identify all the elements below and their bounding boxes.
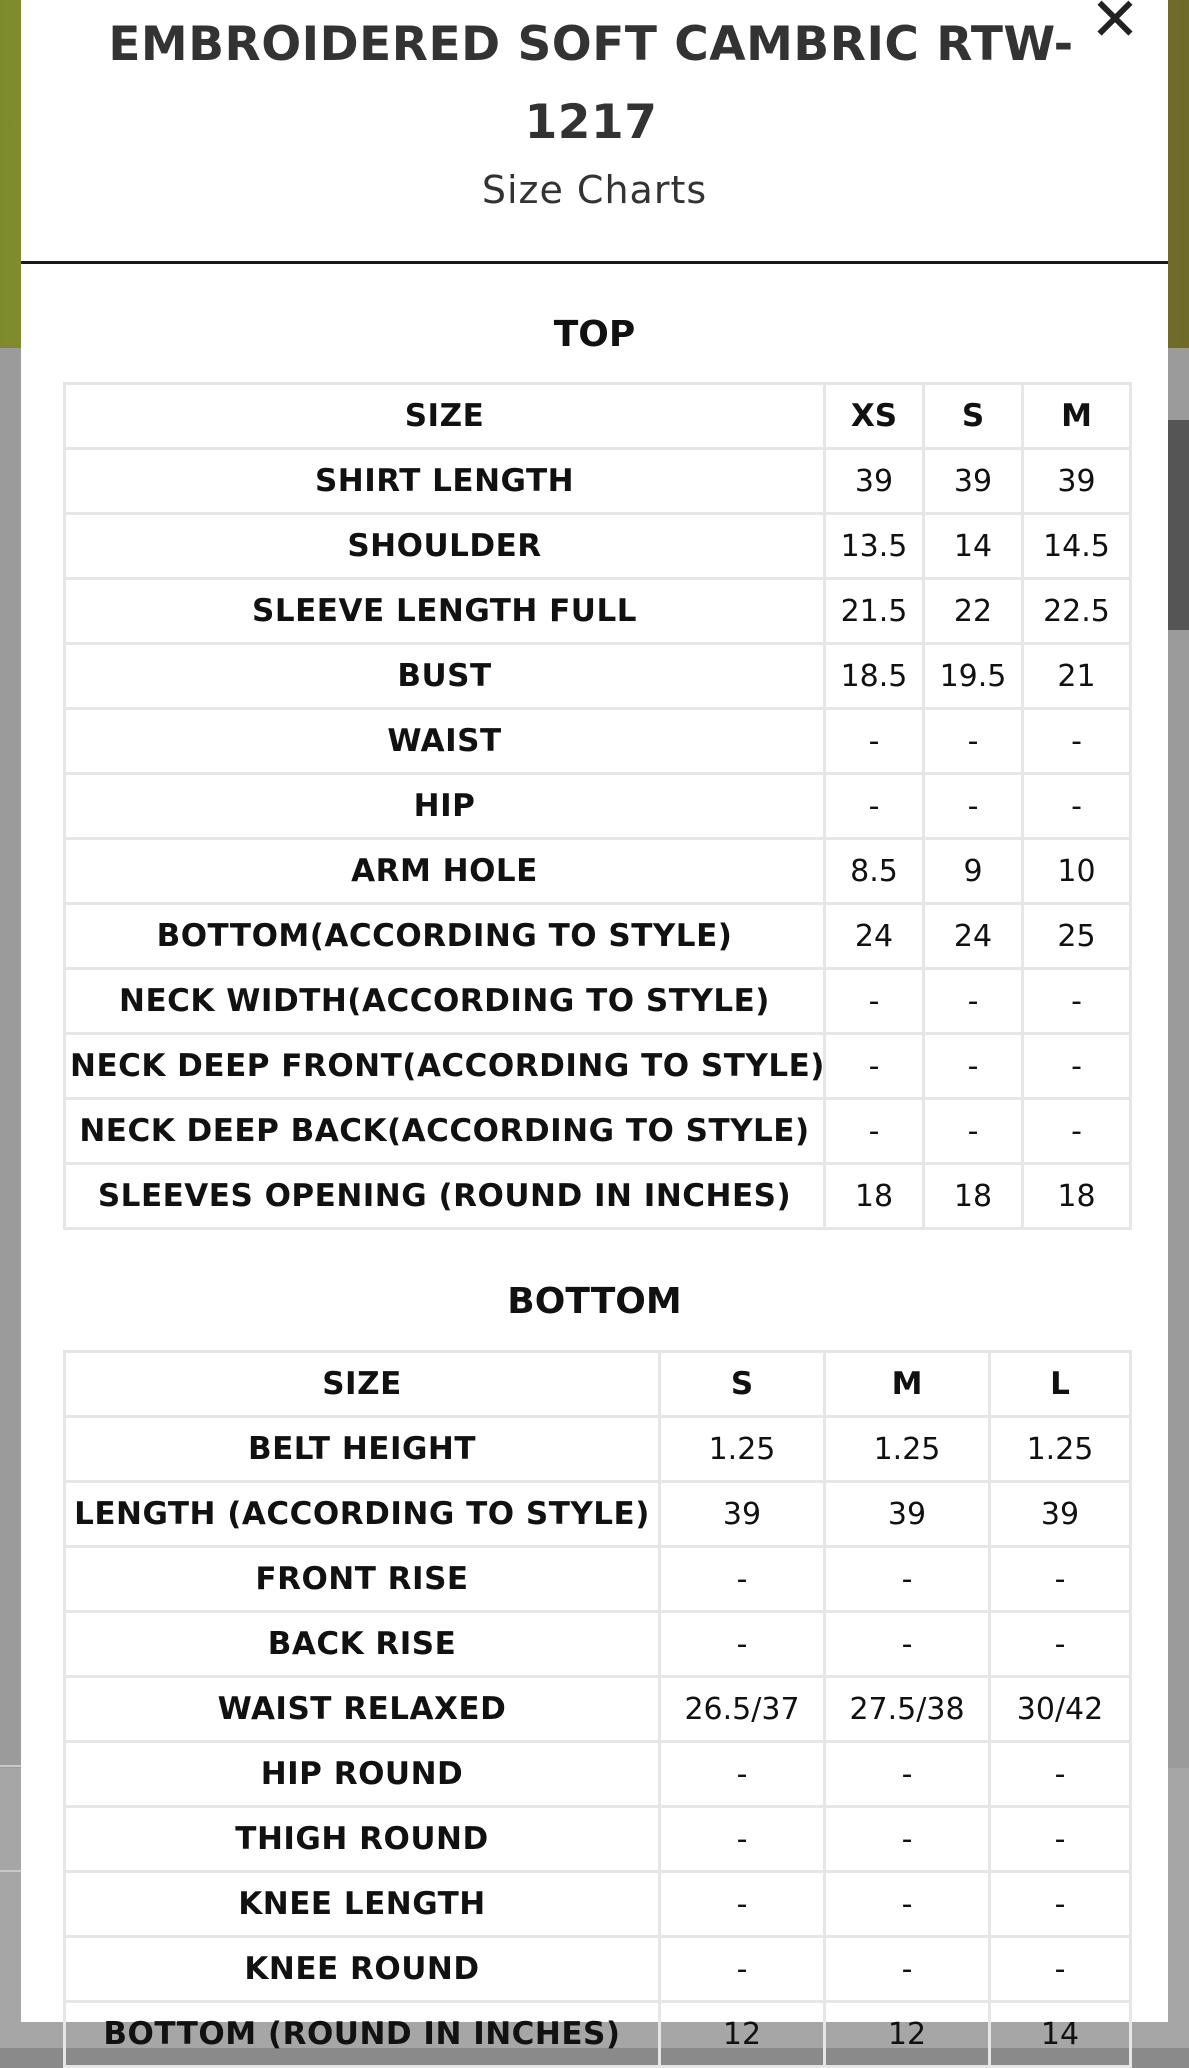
table-row — [65, 2002, 1131, 2067]
background-divider — [0, 1765, 22, 1767]
size-header-cell: XS — [825, 384, 924, 449]
measurement-value: - — [660, 1807, 825, 1872]
measurement-value: - — [990, 1807, 1131, 1872]
measurement-value: 30/42 — [990, 1677, 1131, 1742]
measurement-label: SLEEVE LENGTH FULL — [65, 579, 825, 644]
measurement-label: HIP — [65, 774, 825, 839]
measurement-label: WAIST RELAXED — [65, 1677, 660, 1742]
table-row — [65, 1034, 1131, 1099]
table-row — [65, 1742, 1131, 1807]
size-header-cell: S — [924, 384, 1023, 449]
measurement-label: ARM HOLE — [65, 839, 825, 904]
measurement-label: SLEEVES OPENING (ROUND IN INCHES) — [65, 1164, 825, 1229]
size-charts-subtitle: Size Charts — [481, 168, 708, 212]
table-row — [65, 1417, 1131, 1482]
table-row — [65, 449, 1131, 514]
table-row — [65, 839, 1131, 904]
measurement-value: - — [825, 1034, 924, 1099]
measurement-value: - — [990, 1612, 1131, 1677]
measurement-value: - — [825, 709, 924, 774]
measurement-label: HIP ROUND — [65, 1742, 660, 1807]
measurement-value: - — [924, 1099, 1023, 1164]
measurement-value: - — [1023, 1099, 1131, 1164]
measurement-value: - — [660, 1547, 825, 1612]
measurement-value: 14 — [990, 2002, 1131, 2067]
measurement-value: 1.25 — [825, 1417, 990, 1482]
measurement-label: BUST — [65, 644, 825, 709]
measurement-label: BOTTOM(ACCORDING TO STYLE) — [65, 904, 825, 969]
table-row — [65, 1807, 1131, 1872]
table-row — [65, 904, 1131, 969]
measurement-value: 8.5 — [825, 839, 924, 904]
measurement-label: NECK DEEP BACK(ACCORDING TO STYLE) — [65, 1099, 825, 1164]
measurement-value: 18 — [924, 1164, 1023, 1229]
measurement-value: - — [924, 774, 1023, 839]
bottom-section-title: BOTTOM — [507, 1281, 682, 1322]
table-row — [65, 1677, 1131, 1742]
measurement-value: 12 — [660, 2002, 825, 2067]
measurement-value: 9 — [924, 839, 1023, 904]
measurement-value: - — [660, 1872, 825, 1937]
close-icon[interactable]: ✕ — [1089, 0, 1141, 55]
table-row — [65, 1099, 1131, 1164]
measurement-value: 19.5 — [924, 644, 1023, 709]
measurement-value: 18.5 — [825, 644, 924, 709]
measurement-value: - — [660, 1742, 825, 1807]
measurement-value: 39 — [1023, 449, 1131, 514]
measurement-value: 12 — [825, 2002, 990, 2067]
measurement-value: - — [990, 1937, 1131, 2002]
measurement-value: - — [660, 1937, 825, 2002]
measurement-value: 22.5 — [1023, 579, 1131, 644]
measurement-value: - — [1023, 774, 1131, 839]
measurement-label: NECK WIDTH(ACCORDING TO STYLE) — [65, 969, 825, 1034]
table-header-row — [65, 1352, 1131, 1417]
measurement-label: KNEE ROUND — [65, 1937, 660, 2002]
measurement-value: 39 — [825, 449, 924, 514]
measurement-value: - — [825, 1612, 990, 1677]
measurement-label: SHIRT LENGTH — [65, 449, 825, 514]
table-row — [65, 1872, 1131, 1937]
measurement-value: - — [825, 1099, 924, 1164]
table-row — [65, 969, 1131, 1034]
table-row — [65, 1612, 1131, 1677]
measurement-value: 39 — [825, 1482, 990, 1547]
measurement-label: BOTTOM (ROUND IN INCHES) — [65, 2002, 660, 2067]
measurement-value: 26.5/37 — [660, 1677, 825, 1742]
measurement-value: 24 — [924, 904, 1023, 969]
measurement-value: 14 — [924, 514, 1023, 579]
measurement-label: SIZE — [65, 384, 825, 449]
measurement-value: - — [825, 1937, 990, 2002]
measurement-label: THIGH ROUND — [65, 1807, 660, 1872]
table-row — [65, 709, 1131, 774]
measurement-value: - — [990, 1872, 1131, 1937]
measurement-value: 21 — [1023, 644, 1131, 709]
measurement-value: - — [1023, 1034, 1131, 1099]
measurement-label: SIZE — [65, 1352, 660, 1417]
size-header-cell: S — [660, 1352, 825, 1417]
table-row — [65, 579, 1131, 644]
measurement-label: NECK DEEP FRONT(ACCORDING TO STYLE) — [65, 1034, 825, 1099]
measurement-value: - — [825, 1872, 990, 1937]
measurement-value: 18 — [825, 1164, 924, 1229]
background-product-thumbnail — [1168, 420, 1189, 630]
measurement-value: 39 — [990, 1482, 1131, 1547]
measurement-label: WAIST — [65, 709, 825, 774]
measurement-value: - — [924, 709, 1023, 774]
measurement-value: - — [924, 969, 1023, 1034]
modal-header — [21, 0, 1168, 264]
measurement-value: 21.5 — [825, 579, 924, 644]
measurement-value: - — [660, 1612, 825, 1677]
size-header-cell: L — [990, 1352, 1131, 1417]
measurement-label: BELT HEIGHT — [65, 1417, 660, 1482]
table-header-row — [65, 384, 1131, 449]
measurement-value: - — [825, 969, 924, 1034]
measurement-value: 18 — [1023, 1164, 1131, 1229]
measurement-value: 1.25 — [990, 1417, 1131, 1482]
measurement-value: - — [990, 1547, 1131, 1612]
measurement-value: 39 — [924, 449, 1023, 514]
measurement-label: BACK RISE — [65, 1612, 660, 1677]
measurement-value: 1.25 — [660, 1417, 825, 1482]
measurement-value: - — [825, 1807, 990, 1872]
measurement-value: - — [924, 1034, 1023, 1099]
measurement-value: 10 — [1023, 839, 1131, 904]
top-size-table — [63, 382, 1132, 1230]
size-header-cell: M — [1023, 384, 1131, 449]
measurement-label: FRONT RISE — [65, 1547, 660, 1612]
measurement-value: - — [825, 1742, 990, 1807]
measurement-label: SHOULDER — [65, 514, 825, 579]
table-row — [65, 1937, 1131, 2002]
background-divider — [0, 1870, 22, 1872]
measurement-label: KNEE LENGTH — [65, 1872, 660, 1937]
measurement-value: 27.5/38 — [825, 1677, 990, 1742]
measurement-value: 39 — [660, 1482, 825, 1547]
size-chart-modal — [21, 0, 1168, 2052]
table-row — [65, 1164, 1131, 1229]
measurement-value: - — [1023, 969, 1131, 1034]
measurement-value: - — [1023, 709, 1131, 774]
measurement-value: 13.5 — [825, 514, 924, 579]
top-section-title: TOP — [553, 314, 636, 355]
measurement-value: 24 — [825, 904, 924, 969]
measurement-value: 22 — [924, 579, 1023, 644]
table-row — [65, 1547, 1131, 1612]
measurement-value: 14.5 — [1023, 514, 1131, 579]
measurement-value: - — [825, 774, 924, 839]
measurement-value: - — [825, 1547, 990, 1612]
measurement-value: - — [990, 1742, 1131, 1807]
product-title: EMBROIDERED SOFT CAMBRIC RTW-1217 — [108, 17, 1074, 150]
table-row — [65, 644, 1131, 709]
table-row — [65, 1482, 1131, 1547]
table-row — [65, 514, 1131, 579]
table-row — [65, 774, 1131, 839]
bottom-size-table — [63, 1350, 1132, 2068]
measurement-value: 25 — [1023, 904, 1131, 969]
size-header-cell: M — [825, 1352, 990, 1417]
measurement-label: LENGTH (ACCORDING TO STYLE) — [65, 1482, 660, 1547]
